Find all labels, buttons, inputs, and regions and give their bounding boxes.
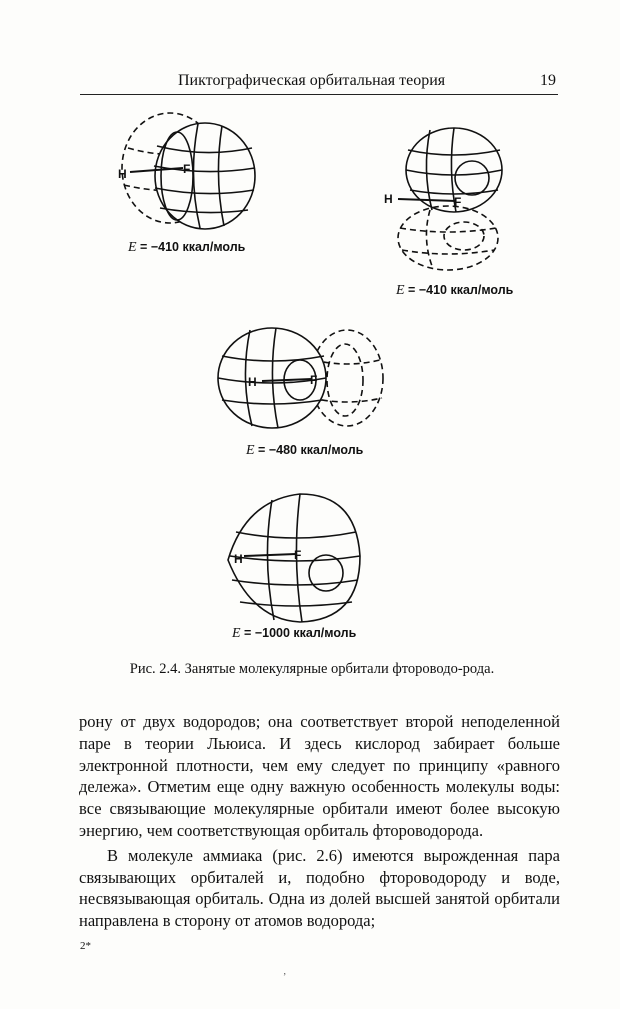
page-number: 19: [540, 72, 556, 89]
solid-lobe: [130, 123, 255, 229]
h-atom-label: H: [118, 167, 127, 181]
dashed-lobe: [398, 206, 498, 270]
energy-value: = −1000 ккал/моль: [244, 626, 357, 640]
running-title: Пиктографическая орбитальная теория: [178, 72, 446, 89]
orbital-figure-2: [384, 128, 502, 270]
energy-symbol: E: [246, 443, 255, 458]
stray-mark: ‚: [283, 966, 287, 977]
energy-symbol: E: [396, 283, 405, 298]
energy-value: = −410 ккал/моль: [408, 283, 514, 297]
f-atom-label: F: [183, 162, 191, 176]
energy-label-3: [246, 443, 363, 459]
h-atom-label: H: [384, 192, 393, 206]
signature-mark: 2*: [80, 940, 91, 952]
orbital-figure-3: [218, 328, 383, 428]
orbital-figure-1: [118, 113, 255, 229]
energy-label-2: [396, 283, 513, 299]
figure-caption: Рис. 2.4. Занятые молекулярные орбитали фтороводо-рода.: [129, 661, 495, 677]
energy-symbol: E: [232, 626, 241, 641]
h-atom-label: H: [248, 375, 257, 389]
energy-label-4: [232, 626, 356, 642]
energy-label-1: [128, 240, 245, 256]
energy-value: = −480 ккал/моль: [258, 443, 364, 457]
energy-value: = −410 ккал/моль: [140, 240, 246, 254]
f-atom-label: F: [454, 195, 462, 209]
paragraph: В молекуле аммиака (рис. 2.6) имеются вырожденная пара связывающих орбиталей и, подобно фтороводороду и воде, несвязывающая орбиталь. Одна из долей высшей занятой орбитали направлена в сторону от атомов водорода;: [79, 845, 560, 931]
paragraph: рону от двух водородов; она соответствует второй неподеленной паре в теории Льюиса. И здесь кислород забирает больше электронной плотности, чем ему следует по принципу «равного дележа». Отметим еще одну важную особенность молекулы воды: все связывающие молекулярные орбитали имеют более высокую энергию, чем соответствующая орбиталь фтороводорода.: [79, 712, 560, 840]
f-atom-label: F: [310, 373, 318, 387]
energy-symbol: E: [128, 240, 137, 255]
h-atom-label: H: [234, 552, 243, 566]
body-text: [79, 711, 560, 932]
f-atom-label: F: [294, 548, 302, 562]
orbital-figure-4: [228, 494, 360, 622]
